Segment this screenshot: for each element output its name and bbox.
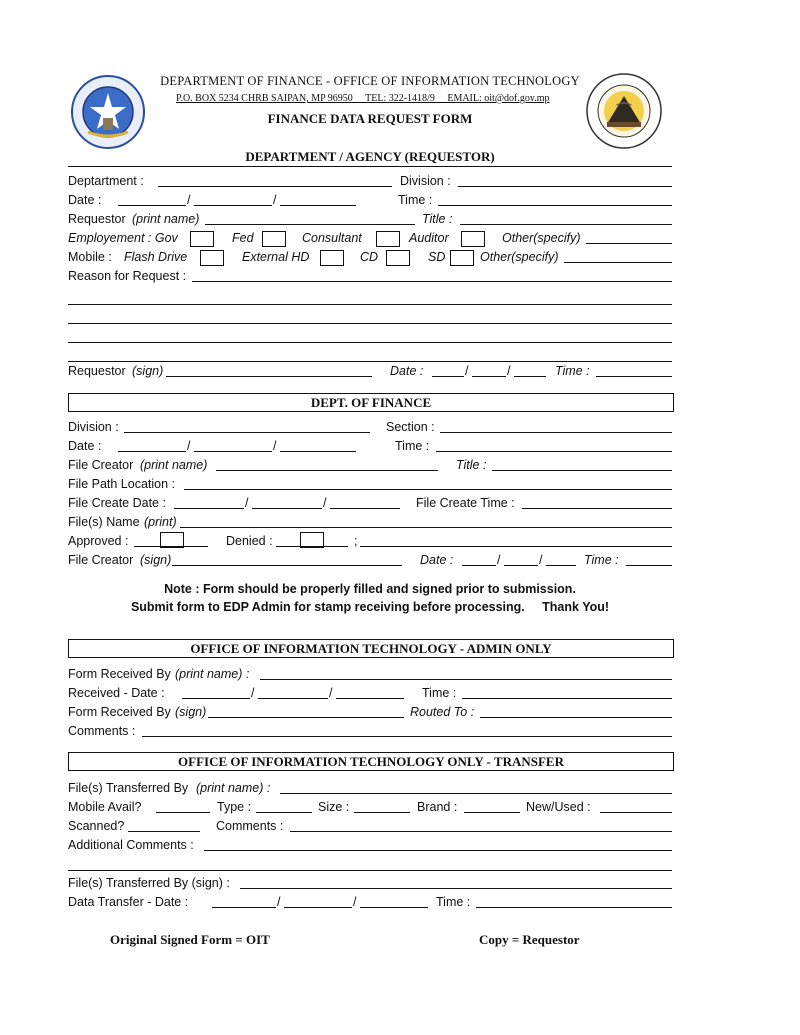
sign-date-label: Date : [390, 364, 424, 378]
date-separator: / [187, 193, 191, 207]
file-creator-title-field[interactable] [492, 456, 672, 471]
file-creator-sign-label: File Creator [68, 553, 134, 567]
row-data-transfer [68, 893, 674, 912]
received-month-field[interactable] [182, 684, 250, 699]
approved-label: Approved : [68, 534, 129, 548]
transfer-month-field[interactable] [212, 893, 276, 908]
file-creator-label: File Creator [68, 458, 134, 472]
row-transferred-by [68, 779, 674, 798]
received-year-field[interactable] [336, 684, 404, 699]
mobile-avail-field[interactable] [156, 798, 210, 813]
other-field[interactable] [586, 229, 672, 244]
header-contact-line: P.O. BOX 5234 CHRB SAIPAN, MP 96950 TEL: 322-1418/9 EMAIL: oit@dof.gov.mp [176, 93, 550, 104]
section-rule [68, 166, 672, 167]
transferred-by-label: File(s) Transferred By [68, 781, 189, 795]
row-file-create [68, 494, 674, 513]
flash-drive-checkbox[interactable] [200, 250, 224, 266]
date-label: Date : [68, 193, 102, 207]
file-create-month-field[interactable] [174, 494, 244, 509]
row-file-creator-sign [68, 551, 674, 570]
file-names-label: File(s) Name [68, 515, 140, 529]
received-by-label: Form Received By [68, 667, 171, 681]
file-names-field[interactable] [180, 513, 672, 528]
date-separator: / [507, 364, 511, 378]
time-label: Time : [422, 686, 457, 700]
auditor-label: Auditor [409, 231, 449, 245]
fc-time-field[interactable] [626, 551, 672, 566]
cd-checkbox[interactable] [386, 250, 410, 266]
time-label: Time : [395, 439, 430, 453]
requestor-sign-label: Requestor [68, 364, 126, 378]
reason-line[interactable] [68, 304, 672, 305]
routed-to-label: Routed To : [410, 705, 475, 719]
received-by-name-field[interactable] [260, 665, 672, 680]
approval-remarks-field[interactable] [360, 532, 672, 547]
auditor-checkbox[interactable] [461, 231, 485, 247]
row-admin-comments [68, 722, 674, 741]
finance-date-year-field[interactable] [280, 437, 356, 452]
received-date-label: Received - Date : [68, 686, 165, 700]
title-field[interactable] [460, 210, 672, 225]
row-division-section [68, 418, 674, 437]
size-field[interactable] [354, 798, 410, 813]
scanned-label: Scanned? [68, 819, 125, 833]
row-approval [68, 532, 674, 551]
date-separator: / [539, 553, 543, 567]
denied-checkbox[interactable] [300, 532, 324, 548]
sign-date-month-field[interactable] [432, 362, 464, 377]
header-department-line: DEPARTMENT OF FINANCE - OFFICE OF INFORMATION TECHNOLOGY [160, 74, 580, 88]
print-name-label: (print name) : [196, 781, 271, 795]
sign-label: (sign) [175, 705, 207, 719]
additional-comments-field[interactable] [204, 836, 672, 851]
comments-label: Comments : [216, 819, 284, 833]
requestor-name-field[interactable] [205, 210, 415, 225]
new-used-field[interactable] [600, 798, 672, 813]
external-hd-label: External HD [242, 250, 310, 264]
sign-date-label: Date : [420, 553, 454, 567]
scanned-field[interactable] [128, 817, 200, 832]
sign-time-field[interactable] [596, 362, 672, 377]
transferred-signature-field[interactable] [240, 874, 672, 889]
admin-comments-field[interactable] [142, 722, 672, 737]
print-name-label: (print name) [140, 458, 208, 472]
requestor-label: Requestor [68, 212, 126, 226]
row-mobile-details [68, 798, 674, 817]
received-by-signature-field[interactable] [208, 703, 404, 718]
title-label: Title : [456, 458, 487, 472]
received-by-sign-label: Form Received By [68, 705, 171, 719]
file-create-day-field[interactable] [252, 494, 322, 509]
finance-date-day-field[interactable] [194, 437, 272, 452]
row-requestor-title [68, 210, 674, 229]
print-name-label: (print name) : [175, 667, 250, 681]
date-separator: / [245, 496, 249, 510]
consultant-label: Consultant [302, 231, 362, 245]
fc-date-month-field[interactable] [462, 551, 496, 566]
other-media-label: Other(specify) [480, 250, 559, 264]
date-separator: / [273, 193, 277, 207]
mobile-avail-label: Mobile Avail? [68, 800, 142, 814]
gov-checkbox[interactable] [190, 231, 214, 247]
date-separator: / [329, 686, 333, 700]
transfer-day-field[interactable] [284, 893, 352, 908]
file-create-time-label: File Create Time : [416, 496, 515, 510]
department-field[interactable] [158, 172, 392, 187]
row-additional-comments [68, 836, 674, 855]
type-label: Type : [217, 800, 252, 814]
division-label: Division : [68, 420, 119, 434]
row-file-names [68, 513, 674, 532]
footer-original-note: Original Signed Form = OIT [110, 932, 270, 947]
consultant-checkbox[interactable] [376, 231, 400, 247]
received-time-field[interactable] [462, 684, 672, 699]
fed-checkbox[interactable] [262, 231, 286, 247]
sign-time-label: Time : [584, 553, 619, 567]
mobile-label: Mobile : [68, 250, 112, 264]
received-day-field[interactable] [258, 684, 328, 699]
reason-line[interactable] [68, 342, 672, 343]
flash-drive-label: Flash Drive [124, 250, 188, 264]
routed-to-field[interactable] [480, 703, 672, 718]
date-separator: / [353, 895, 357, 909]
finance-division-field[interactable] [124, 418, 370, 433]
denied-separator: ; [354, 534, 358, 548]
size-label: Size : [318, 800, 350, 814]
fc-date-year-field[interactable] [546, 551, 576, 566]
row-reason [68, 267, 674, 286]
section-label: Section : [386, 420, 435, 434]
time-label: Time : [436, 895, 471, 909]
date-separator: / [273, 439, 277, 453]
date-separator: / [187, 439, 191, 453]
additional-comments-label: Additional Comments : [68, 838, 194, 852]
division-field[interactable] [458, 172, 672, 187]
date-month-field[interactable] [118, 191, 186, 206]
submission-instructions: Submit form to EDP Admin for stamp receiving before processing. Thank You! [130, 600, 610, 614]
footer-copy-note: Copy = Requestor [479, 932, 580, 947]
time-field[interactable] [438, 191, 672, 206]
approved-checkbox[interactable] [160, 532, 184, 548]
file-create-time-field[interactable] [522, 494, 672, 509]
row-employment [68, 229, 674, 248]
print-label: (print) [144, 515, 177, 529]
file-path-label: File Path Location : [68, 477, 176, 491]
employment-label: Employement : Gov [68, 231, 178, 245]
fc-date-day-field[interactable] [504, 551, 538, 566]
new-used-label: New/Used : [526, 800, 591, 814]
cd-label: CD [360, 250, 379, 264]
row-mobile [68, 248, 674, 267]
submission-note: Note : Form should be properly filled and signed prior to submission. [164, 582, 576, 596]
file-creator-name-field[interactable] [216, 456, 438, 471]
form-title: FINANCE DATA REQUEST FORM [267, 111, 473, 126]
sign-label: (sign) [132, 364, 164, 378]
date-separator: / [277, 895, 281, 909]
date-separator: / [497, 553, 501, 567]
section-requestor-heading: DEPARTMENT / AGENCY (REQUESTOR) [245, 149, 495, 164]
date-separator: / [323, 496, 327, 510]
row-transferred-sign [68, 874, 674, 893]
date-year-field[interactable] [280, 191, 356, 206]
file-create-year-field[interactable] [330, 494, 400, 509]
file-creator-signature-field[interactable] [172, 551, 402, 566]
sign-time-label: Time : [555, 364, 590, 378]
print-name-label: (print name) [132, 212, 200, 226]
date-separator: / [251, 686, 255, 700]
sd-checkbox[interactable] [450, 250, 474, 266]
other-media-field[interactable] [564, 248, 672, 263]
file-path-field[interactable] [184, 475, 672, 490]
section-finance-heading: DEPT. OF FINANCE [68, 393, 674, 412]
title-label: Title : [422, 212, 453, 226]
transfer-year-field[interactable] [360, 893, 428, 908]
row-scanned [68, 817, 674, 836]
row-requestor-sign [68, 362, 674, 381]
section-oit-admin-heading: OFFICE OF INFORMATION TECHNOLOGY - ADMIN ONLY [68, 639, 674, 658]
date-label: Date : [68, 439, 102, 453]
sign-label: (sign) [140, 553, 172, 567]
transferred-sign-label: File(s) Transferred By (sign) : [68, 876, 230, 890]
department-label: Deptartment : [68, 174, 144, 188]
row-received-date [68, 684, 674, 703]
reason-line[interactable] [68, 323, 672, 324]
other-label: Other(specify) [502, 231, 581, 245]
row-received-sign [68, 703, 674, 722]
reason-field[interactable] [192, 267, 672, 282]
row-date-time [68, 191, 674, 210]
sign-date-day-field[interactable] [472, 362, 506, 377]
division-label: Division : [400, 174, 451, 188]
row-received-by [68, 665, 674, 684]
row-finance-date-time [68, 437, 674, 456]
requestor-signature-field[interactable] [166, 362, 372, 377]
section-oit-transfer-heading: OFFICE OF INFORMATION TECHNOLOGY ONLY - TRANSFER [68, 752, 674, 771]
reason-label: Reason for Request : [68, 269, 187, 283]
comments-label: Comments : [68, 724, 136, 738]
transfer-time-field[interactable] [476, 893, 672, 908]
date-separator: / [465, 364, 469, 378]
finance-section-field[interactable] [440, 418, 672, 433]
denied-label: Denied : [226, 534, 273, 548]
date-day-field[interactable] [194, 191, 272, 206]
row-file-creator [68, 456, 674, 475]
transfer-comments-field[interactable] [290, 817, 672, 832]
sd-label: SD [428, 250, 446, 264]
fed-label: Fed [232, 231, 254, 245]
sign-date-year-field[interactable] [514, 362, 546, 377]
time-label: Time : [398, 193, 433, 207]
file-create-date-label: File Create Date : [68, 496, 166, 510]
finance-time-field[interactable] [436, 437, 672, 452]
row-file-path [68, 475, 674, 494]
finance-date-month-field[interactable] [118, 437, 186, 452]
data-transfer-label: Data Transfer - Date : [68, 895, 189, 909]
row-department-division [68, 172, 674, 191]
external-hd-checkbox[interactable] [320, 250, 344, 266]
brand-label: Brand : [417, 800, 458, 814]
type-field[interactable] [256, 798, 312, 813]
brand-field[interactable] [464, 798, 520, 813]
transferred-by-name-field[interactable] [280, 779, 672, 794]
additional-comments-line[interactable] [68, 870, 672, 871]
